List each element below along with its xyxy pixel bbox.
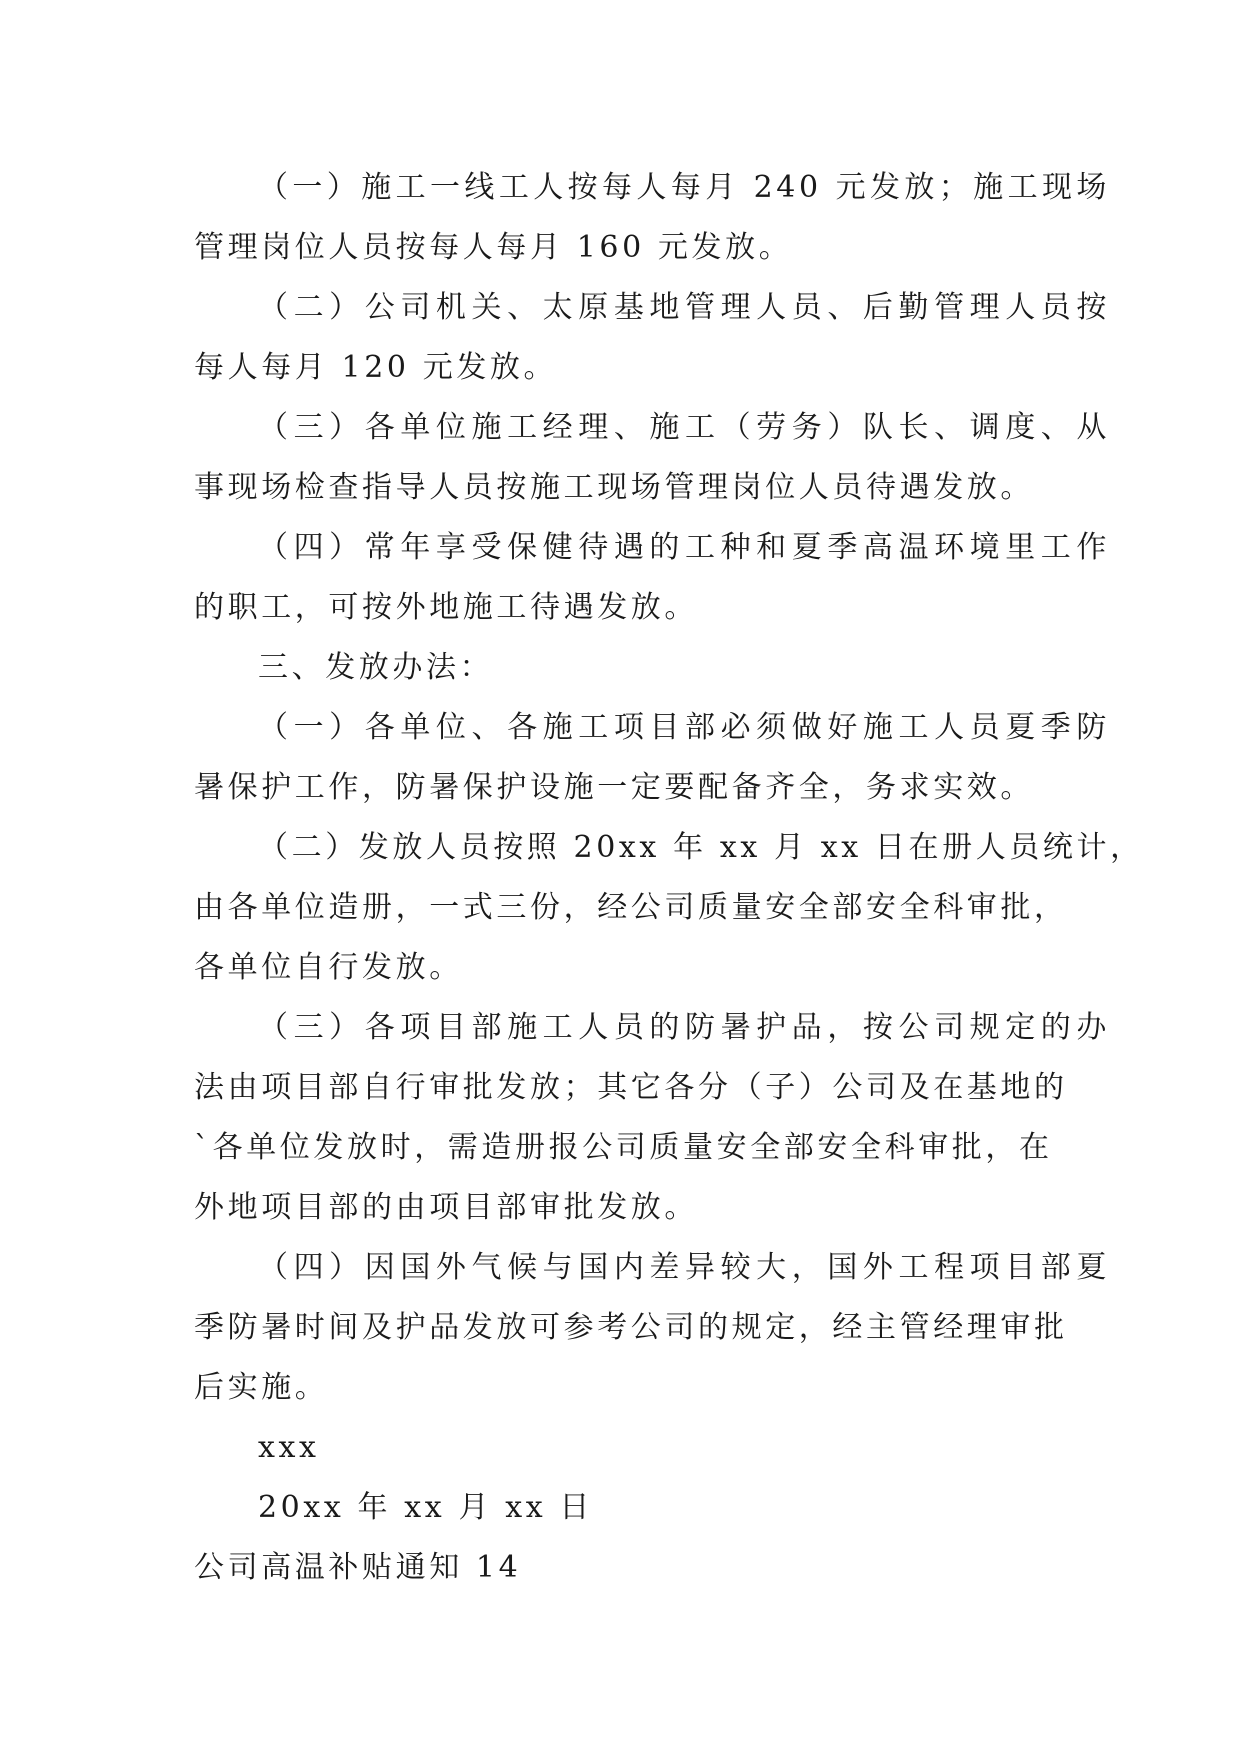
- signature-date: 20xx 年 xx 月 xx 日: [258, 1490, 593, 1525]
- paragraph-line: （三）各单位施工经理、施工（劳务）队长、调度、从: [258, 410, 1110, 445]
- paragraph-line: 每人每月 120 元发放。: [194, 350, 558, 385]
- paragraph-line: 季防暑时间及护品发放可参考公司的规定，经主管经理审批: [194, 1310, 1068, 1345]
- paragraph-line: 后实施。: [194, 1370, 329, 1405]
- paragraph-line: （二）发放人员按照 20xx 年 xx 月 xx 日在册人员统计，: [258, 830, 1144, 865]
- paragraph-line: 法由项目部自行审批发放；其它各分（子）公司及在基地的: [194, 1070, 1068, 1105]
- paragraph-line: （二）公司机关、太原基地管理人员、后勤管理人员按: [258, 290, 1110, 325]
- next-document-title: 公司高温补贴通知 14: [194, 1550, 522, 1585]
- paragraph-line: `各单位发放时，需造册报公司质量安全部安全科审批，在: [194, 1130, 1053, 1165]
- paragraph-line: （一）各单位、各施工项目部必须做好施工人员夏季防: [258, 710, 1110, 745]
- paragraph-line: 事现场检查指导人员按施工现场管理岗位人员待遇发放。: [194, 470, 1034, 505]
- paragraph-line: （一）施工一线工人按每人每月 240 元发放；施工现场: [258, 170, 1110, 205]
- signature-name: xxx: [258, 1430, 320, 1465]
- paragraph-line: 的职工，可按外地施工待遇发放。: [194, 590, 698, 625]
- paragraph-line: 管理岗位人员按每人每月 160 元发放。: [194, 230, 793, 265]
- paragraph-line: （三）各项目部施工人员的防暑护品，按公司规定的办: [258, 1010, 1110, 1045]
- paragraph-line: 暑保护工作，防暑保护设施一定要配备齐全，务求实效。: [194, 770, 1034, 805]
- paragraph-line: 各单位自行发放。: [194, 950, 463, 985]
- paragraph-line: 外地项目部的由项目部审批发放。: [194, 1190, 698, 1225]
- paragraph-line: 由各单位造册，一式三份，经公司质量安全部安全科审批，: [194, 890, 1068, 925]
- section-heading: 三、发放办法：: [258, 650, 494, 685]
- paragraph-line: （四）因国外气候与国内差异较大，国外工程项目部夏: [258, 1250, 1110, 1285]
- paragraph-line: （四）常年享受保健待遇的工种和夏季高温环境里工作: [258, 530, 1110, 565]
